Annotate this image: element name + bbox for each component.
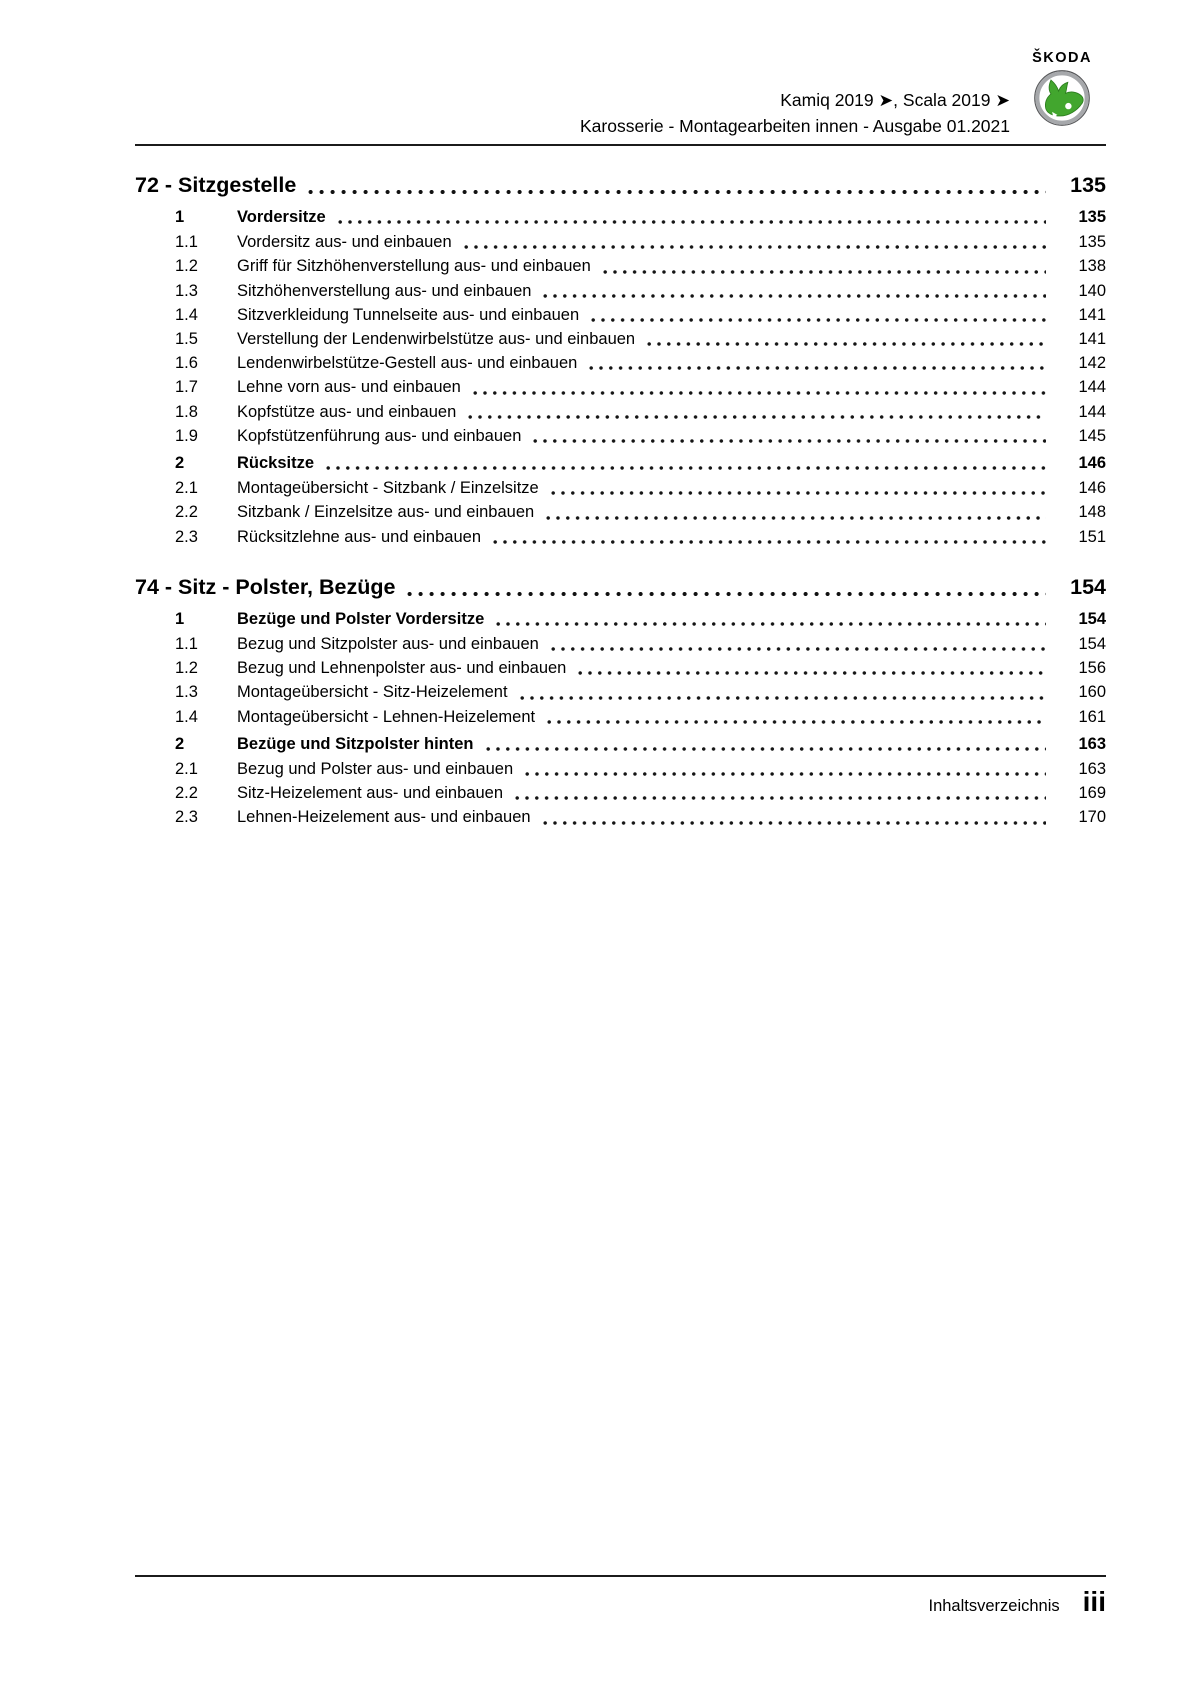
toc-entry-row[interactable] — [135, 680, 1106, 704]
entry-page-number: 151 — [1078, 527, 1106, 546]
dot-leader — [647, 342, 1046, 346]
entry-page-number: 161 — [1078, 707, 1106, 726]
chapter-title: 74 - Sitz - Polster, Bezüge — [135, 574, 396, 599]
toc-entry-row[interactable] — [135, 303, 1106, 327]
toc-entry-row[interactable] — [135, 476, 1106, 500]
dot-leader — [468, 415, 1046, 419]
entry-number: 1.6 — [175, 354, 198, 373]
entry-page-number: 135 — [1078, 233, 1106, 252]
entry-page-number: 163 — [1078, 760, 1106, 779]
entry-number: 1.8 — [175, 402, 198, 421]
entry-number: 1.9 — [175, 426, 198, 445]
toc-entry-row[interactable] — [135, 525, 1106, 549]
toc-chapter — [135, 572, 1106, 830]
entry-number: 1.3 — [175, 683, 198, 702]
entry-number: 2.3 — [175, 527, 198, 546]
toc-entry-row[interactable] — [135, 205, 1106, 229]
header-models-line: Kamiq 2019 ➤, Scala 2019 ➤ — [780, 90, 1010, 110]
entry-number: 2.1 — [175, 479, 198, 498]
toc-entry-row[interactable] — [135, 351, 1106, 375]
entry-page-number: 146 — [1078, 479, 1106, 498]
chapter-title: 72 - Sitzgestelle — [135, 173, 297, 197]
toc-entry-row[interactable] — [135, 424, 1106, 448]
entry-page-number: 135 — [1078, 208, 1106, 226]
header-divider — [135, 144, 1106, 146]
entry-number: 1.1 — [175, 233, 198, 252]
dot-leader — [533, 439, 1046, 443]
dot-leader — [551, 647, 1046, 651]
entry-number: 2.3 — [175, 808, 198, 827]
footer-page-number-roman: iii — [1082, 1586, 1106, 1617]
page-footer — [135, 1575, 1106, 1616]
entry-title: Sitz-Heizelement aus- und einbauen — [237, 784, 503, 803]
entry-number: 1.3 — [175, 281, 198, 300]
footer-text-block — [135, 1588, 1106, 1616]
entry-number: 1 — [175, 208, 185, 226]
toc-entry-row[interactable] — [135, 805, 1106, 829]
toc-entry-row[interactable] — [135, 230, 1106, 254]
entry-page-number: 142 — [1078, 354, 1106, 373]
entry-title: Bezug und Sitzpolster aus- und einbauen — [237, 635, 539, 654]
entry-number: 1.2 — [175, 659, 198, 678]
dot-leader — [520, 696, 1046, 700]
dot-leader — [543, 294, 1046, 298]
toc-entry-row[interactable] — [135, 375, 1106, 399]
toc-entry-row[interactable] — [135, 757, 1106, 781]
entry-number: 1.4 — [175, 305, 198, 324]
dot-leader — [496, 622, 1046, 626]
dot-leader — [589, 366, 1046, 370]
entry-page-number: 154 — [1078, 609, 1106, 628]
skoda-winged-arrow-icon — [1033, 69, 1091, 127]
page-header — [135, 0, 1106, 147]
dot-leader — [578, 671, 1046, 675]
footer-label: Inhaltsverzeichnis — [928, 1597, 1060, 1615]
dot-leader — [308, 190, 1046, 194]
toc-chapter-row[interactable] — [135, 572, 1106, 602]
chapter-page-number: 135 — [1070, 173, 1106, 197]
entry-number: 2 — [175, 734, 185, 753]
entry-title: Vordersitz aus- und einbauen — [237, 233, 452, 252]
entry-number: 1.5 — [175, 330, 198, 349]
entry-title: Vordersitze — [237, 208, 326, 226]
toc-chapter-entries — [135, 205, 1106, 549]
toc-chapter — [135, 170, 1106, 549]
toc-entry-row[interactable] — [135, 327, 1106, 351]
toc-entry-row[interactable] — [135, 279, 1106, 303]
header-subtitle-line: Karosserie - Montagearbeiten innen - Ausgabe 01.2021 — [579, 116, 1010, 136]
toc-entry-row[interactable] — [135, 656, 1106, 680]
footer-divider — [135, 1575, 1106, 1577]
toc-entry-row[interactable] — [135, 500, 1106, 524]
dot-leader — [551, 491, 1046, 495]
entry-number: 1.1 — [175, 635, 198, 654]
entry-number: 1 — [175, 609, 185, 628]
toc-entry-row[interactable] — [135, 254, 1106, 278]
entry-title: Lehnen-Heizelement aus- und einbauen — [237, 808, 531, 827]
toc-entry-row[interactable] — [135, 400, 1106, 424]
dot-leader — [407, 592, 1046, 596]
entry-number: 2.2 — [175, 784, 198, 803]
toc-entry-row[interactable] — [135, 632, 1106, 656]
entry-title: Lehne vorn aus- und einbauen — [237, 378, 461, 397]
entry-title: Kopfstützenführung aus- und einbauen — [237, 426, 522, 445]
dot-leader — [547, 720, 1046, 724]
entry-page-number: 170 — [1078, 808, 1106, 827]
entry-number: 1.2 — [175, 257, 198, 276]
entry-page-number: 156 — [1078, 659, 1106, 678]
entry-title: Verstellung der Lendenwirbelstütze aus- und einbauen — [237, 330, 636, 349]
dot-leader — [591, 318, 1046, 322]
dot-leader — [493, 540, 1046, 544]
entry-number: 2.1 — [175, 760, 198, 779]
entry-title: Bezüge und Polster Vordersitze — [237, 609, 485, 628]
entry-page-number: 169 — [1078, 784, 1106, 803]
entry-page-number: 141 — [1078, 305, 1106, 324]
entry-page-number: 145 — [1078, 426, 1106, 445]
entry-title: Sitzhöhenverstellung aus- und einbauen — [237, 281, 532, 300]
dot-leader — [543, 821, 1046, 825]
toc-entry-row[interactable] — [135, 705, 1106, 729]
entry-page-number: 138 — [1078, 257, 1106, 276]
chapter-page-number: 154 — [1070, 574, 1106, 599]
dot-leader — [515, 796, 1046, 800]
dot-leader — [486, 747, 1046, 751]
skoda-brand-text: ŠKODA — [1032, 50, 1092, 66]
dot-leader — [603, 270, 1046, 274]
entry-title: Sitzbank / Einzelsitze aus- und einbauen — [237, 503, 535, 522]
entry-title: Kopfstütze aus- und einbauen — [237, 402, 457, 421]
entry-page-number: 163 — [1078, 734, 1106, 753]
entry-page-number: 140 — [1078, 281, 1106, 300]
toc-chapter-entries — [135, 607, 1106, 830]
skoda-logo — [1024, 50, 1100, 132]
entry-page-number: 148 — [1078, 503, 1106, 522]
entry-title: Lendenwirbelstütze-Gestell aus- und einbauen — [237, 354, 578, 373]
entry-title: Griff für Sitzhöhenverstellung aus- und einbauen — [237, 257, 591, 276]
entry-title: Bezüge und Sitzpolster hinten — [237, 734, 474, 753]
dot-leader — [338, 220, 1046, 224]
toc-entry-row[interactable] — [135, 781, 1106, 805]
entry-page-number: 154 — [1078, 635, 1106, 654]
table-of-contents — [135, 170, 1106, 830]
toc-entry-row[interactable] — [135, 607, 1106, 631]
entry-page-number: 160 — [1078, 683, 1106, 702]
entry-number: 2 — [175, 454, 185, 473]
entry-title: Bezug und Lehnenpolster aus- und einbauen — [237, 659, 567, 678]
entry-page-number: 141 — [1078, 330, 1106, 349]
entry-page-number: 144 — [1078, 402, 1106, 421]
entry-title: Sitzverkleidung Tunnelseite aus- und einbauen — [237, 305, 580, 324]
entry-title: Montageübersicht - Sitzbank / Einzelsitze — [237, 479, 539, 498]
dot-leader — [546, 516, 1046, 520]
dot-leader — [473, 391, 1046, 395]
entry-title: Rücksitze — [237, 454, 315, 473]
entry-page-number: 144 — [1078, 378, 1106, 397]
toc-entry-row[interactable] — [135, 732, 1106, 756]
dot-leader — [326, 466, 1046, 470]
entry-number: 2.2 — [175, 503, 198, 522]
entry-title: Montageübersicht - Sitz-Heizelement — [237, 683, 508, 702]
entry-number: 1.4 — [175, 707, 198, 726]
entry-title: Rücksitzlehne aus- und einbauen — [237, 527, 481, 546]
dot-leader — [464, 245, 1046, 249]
toc-entry-row[interactable] — [135, 451, 1106, 475]
entry-page-number: 146 — [1078, 454, 1106, 473]
entry-title: Montageübersicht - Lehnen-Heizelement — [237, 707, 536, 726]
toc-chapter-row[interactable] — [135, 170, 1106, 200]
entry-number: 1.7 — [175, 378, 198, 397]
header-text-block — [580, 87, 1010, 139]
entry-title: Bezug und Polster aus- und einbauen — [237, 760, 514, 779]
dot-leader — [525, 772, 1046, 776]
